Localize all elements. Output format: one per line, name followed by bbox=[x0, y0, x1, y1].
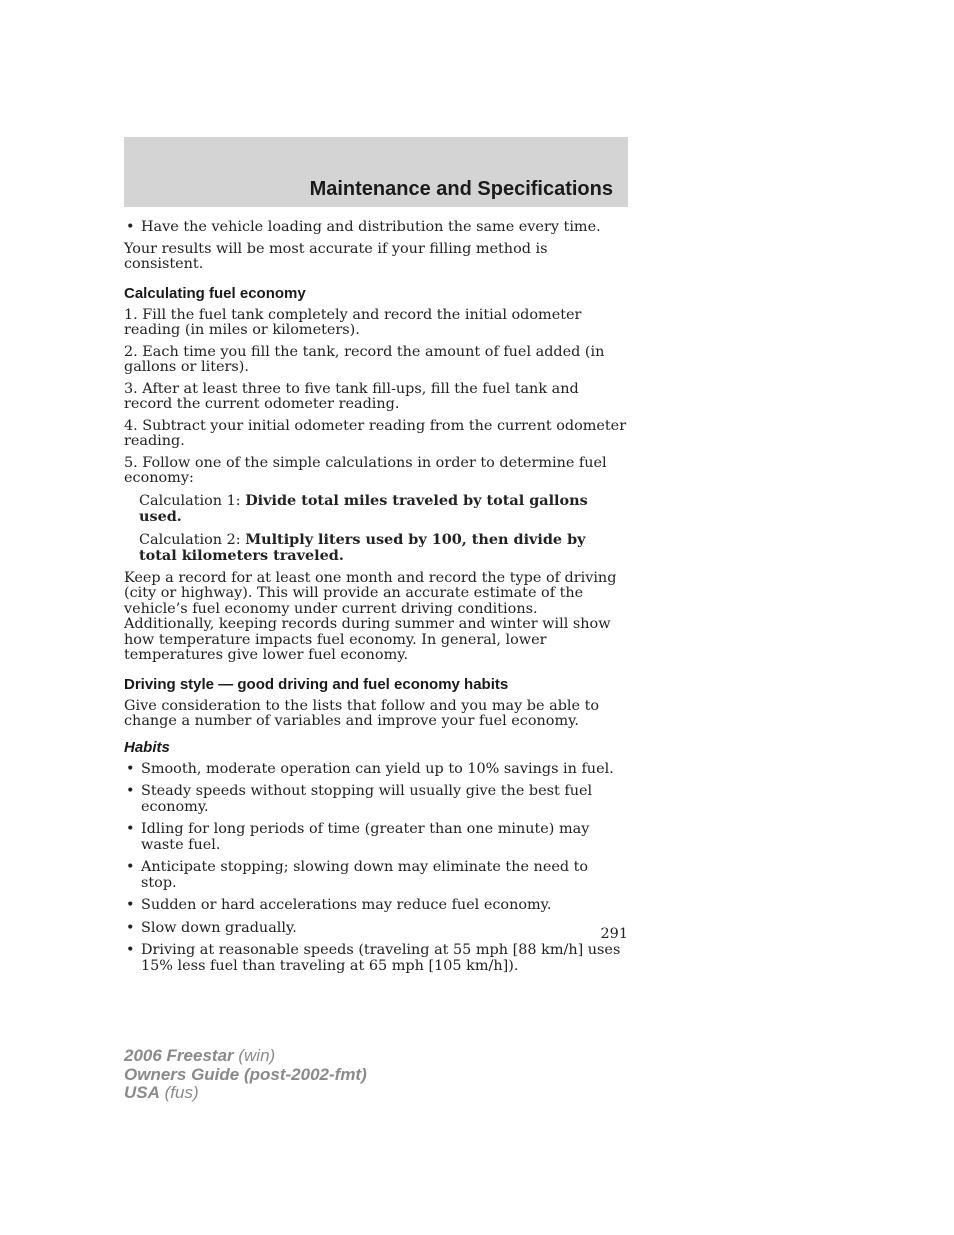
calculation-1 bbox=[124, 493, 628, 526]
list-item-text: Sudden or hard accelerations may reduce fuel economy. bbox=[141, 897, 552, 913]
bullet-icon: • bbox=[126, 760, 135, 777]
step-3: 3. After at least three to five tank fill-ups, fill the fuel tank and record the current odometer reading. bbox=[124, 380, 579, 412]
footer-region: USA bbox=[124, 1083, 160, 1102]
consistency-note: Your results will be most accurate if your filling method is consistent. bbox=[124, 240, 548, 272]
footer-model-code: (win) bbox=[233, 1046, 276, 1065]
step-2: 2. Each time you fill the tank, record the amount of fuel added (in gallons or liters). bbox=[124, 343, 605, 375]
list-item-text: Anticipate stopping; slowing down may eliminate the need to stop. bbox=[141, 859, 589, 891]
document-footer bbox=[124, 1047, 367, 1103]
calculating-heading: Calculating fuel economy bbox=[124, 284, 306, 302]
driving-style-heading: Driving style — good driving and fuel economy habits bbox=[124, 675, 509, 693]
list-item bbox=[124, 762, 628, 778]
list-item-text: Slow down gradually. bbox=[141, 919, 297, 936]
intro-bullet-list bbox=[124, 220, 628, 236]
list-item bbox=[124, 220, 628, 236]
habits-heading: Habits bbox=[124, 738, 170, 756]
footer-line-2 bbox=[124, 1066, 367, 1085]
bullet-icon: • bbox=[126, 821, 135, 837]
footer-model: 2006 Freestar bbox=[124, 1046, 234, 1065]
list-item bbox=[124, 860, 628, 891]
footer-region-code: (fus) bbox=[159, 1083, 199, 1102]
list-item-text: Idling for long periods of time (greater than one minute) may waste fuel. bbox=[141, 821, 590, 853]
list-item-text: Have the vehicle loading and distribution the same every time. bbox=[141, 219, 601, 235]
calc1-text: Divide total miles traveled by total gallons used. bbox=[139, 491, 588, 525]
calculation-2 bbox=[124, 532, 628, 565]
habits-list bbox=[124, 762, 628, 975]
list-item bbox=[124, 898, 628, 914]
driving-style-intro: Give consideration to the lists that follow and you may be able to change a number of variables and improve your fuel economy. bbox=[124, 697, 600, 729]
section-header-band bbox=[124, 137, 628, 207]
page-number: 291 bbox=[600, 926, 628, 942]
list-item bbox=[124, 784, 628, 815]
bullet-icon: • bbox=[126, 919, 135, 936]
list-item-text: Smooth, moderate operation can yield up to 10% savings in fuel. bbox=[141, 760, 614, 777]
step-5: 5. Follow one of the simple calculations in order to determine fuel economy: bbox=[124, 454, 607, 486]
bullet-icon: • bbox=[126, 859, 135, 875]
footer-line-1 bbox=[124, 1047, 367, 1066]
list-item-text: Driving at reasonable speeds (traveling at 55 mph [88 km/h] uses 15% less fuel than traveling at 65 mph [105 km/h]). bbox=[141, 942, 621, 974]
bullet-icon: • bbox=[126, 783, 135, 799]
step-1: 1. Fill the fuel tank completely and record the initial odometer reading (in miles or kilometers). bbox=[124, 306, 582, 338]
footer-line-3 bbox=[124, 1084, 367, 1103]
calc1-label: Calculation 1: bbox=[139, 492, 246, 509]
bullet-icon: • bbox=[126, 897, 135, 913]
calc2-label: Calculation 2: bbox=[139, 531, 246, 548]
bullet-icon: • bbox=[126, 942, 135, 958]
list-item bbox=[124, 822, 628, 853]
page-content bbox=[124, 220, 628, 981]
record-note: Keep a record for at least one month and record the type of driving (city or highway). This will provide an accurate estimate of the vehicle’s fuel economy under current driving conditions. Additionally, keeping records during summer and winter will show how temperature impacts fuel economy. In general, lower temperatures give lower fuel economy. bbox=[124, 569, 617, 663]
list-item-text: Steady speeds without stopping will usually give the best fuel economy. bbox=[141, 783, 593, 815]
footer-guide: Owners Guide (post-2002-fmt) bbox=[124, 1064, 367, 1084]
bullet-icon: • bbox=[126, 219, 135, 235]
list-item bbox=[124, 943, 628, 974]
step-4: 4. Subtract your initial odometer reading from the current odometer reading. bbox=[124, 417, 627, 449]
calc2-text: Multiply liters used by 100, then divide by total kilometers traveled. bbox=[139, 530, 586, 564]
section-title: Maintenance and Specifications bbox=[309, 178, 613, 200]
